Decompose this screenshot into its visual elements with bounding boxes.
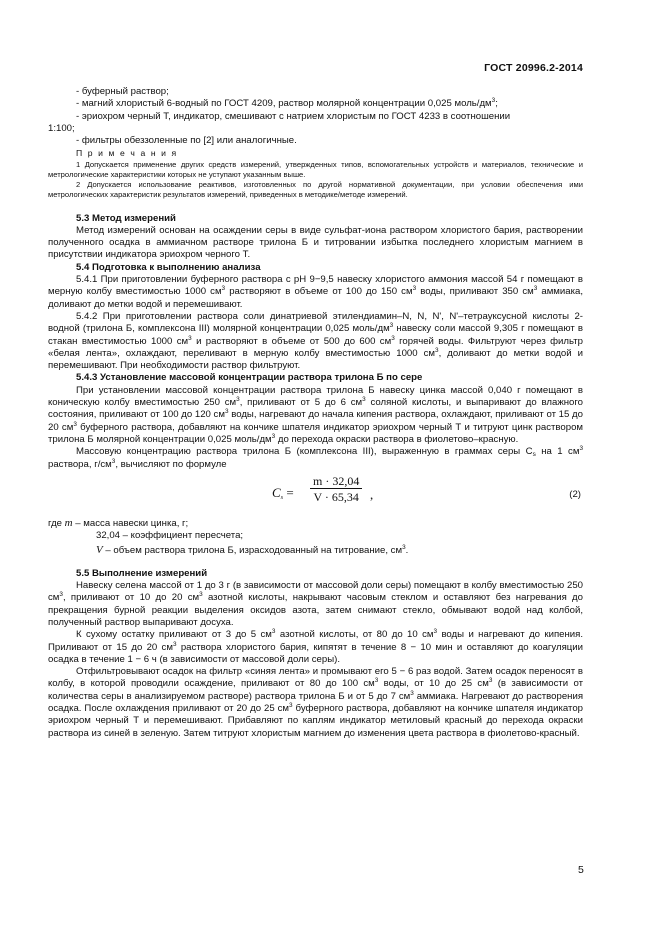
section-5-5-title: 5.5 Выполнение измерений — [76, 567, 208, 579]
formula-number: (2) — [569, 488, 581, 500]
list-item-eriochrome-ratio: 1:100; — [48, 122, 75, 134]
paragraph-5-5-2: К сухому остатку приливают от 3 до 5 $см^3$ азотной кислоты, от 80 до 10 $см^3$ воды и нагревают до кипения. Приливают от 15 до 20 $см^3$ раствора хлористого бария, кипятят в течение 8 − 10 мин и оставляют до коагуляции осадка в течение 1 − 6 ч (в зависимости от массовой доли серы). — [48, 628, 583, 665]
paragraph-5-5-1: Навеску селена массой от 1 до 3 г (в зависимости от массовой доли серы) помещают в колбу вместимостью 250 $см^3$, приливают от 10 до 20 $см^3$ азотной кислоты, накрывают часовым стеклом и оставляют без нагревания до прекращения бурной реакции выделения оксидов азота, затем снимают стекло, обмывают водой над колбой, полученный раствор выпаривают досуха. — [48, 580, 583, 628]
paragraph-5-5-3: Отфильтровывают осадок на фильтр «синяя лента» и промывают его 5 − 6 раз водой. Затем осадок переносят в колбу, в которой проводили осаждение, приливают от 80 до 100 $см^3$ воды, от 10 до 25 $см^3$ (в зависимости от количества серы в анализируемом растворе) раствора трилона Б и от 5 до 7 $см^3$ аммиака. Нагревают до растворения осадка. После охлаждения приливают от 20 до 25 $см^3$ буферного раствора, добавляют на кончике шпателя индикатор эриохром черный Т и перемешивают. Прибавляют по каплям индикатор метиловый красный до перехода окраски раствора из синей в зеленую. Затем титруют хлористым магнием до изменения цвета раствора в фиолетово-красный. — [48, 666, 584, 739]
formula-comma: , — [370, 486, 374, 502]
formula-lhs: $C_s$ = — [272, 484, 294, 501]
page-number: 5 — [578, 864, 584, 876]
formula-numerator: m · 32,04 — [310, 475, 362, 489]
note-1: 1 Допускается применение других средств измерений, утвержденных типов, вспомогательных устройств и материалов, технические и метрологические характеристики которых не уступают указанным выше. — [48, 159, 583, 179]
section-5-3-text: Метод измерений основан на осаждении серы в виде сульфат-иона раствором хлористого бария, растворении полученного осадка в аммиачном растворе трилона Б и титровании избытка последнего хлористым магнием в присутствии индикатора эриохром черного Т. — [48, 224, 583, 261]
paragraph-5-4-2: 5.4.2 При приготовлении раствора соли динатриевой этилендиамин–N, N, N', N'–тетрауксусной кислоты 2-водной (трилона Б, комплексона III) молярной концентрации 0,025 моль/$дм^3$ навеску соли массой 9,305 г помещают в стакан вместимостью 1000 $см^3$ и растворяют в объеме от 500 до 600 $см^3$ горячей воды. Фильтруют через фильтр «белая лента», охлаждают, переливают в мерную колбу вместимостью 1000 $см^3$, доливают до метки водой и перемешивают. При необходимости раствор фильтруют. — [48, 310, 584, 372]
list-item-filters: - фильтры обеззоленные по [2] или аналогичные. — [76, 135, 297, 147]
paragraph-5-4-3-2: Массовую концентрацию раствора трилона Б (комплексона III), выраженную в граммах серы $С_s$ на 1 $см^3$ раствора, $г/см^3$, вычисляют по формуле — [48, 445, 583, 470]
section-5-4-3-title: 5.4.3 Установление массовой концентрации раствора трилона Б по сере — [76, 372, 423, 384]
legend-m: где m – масса навески цинка, г; — [48, 516, 189, 529]
section-5-4-title: 5.4 Подготовка к выполнению анализа — [76, 261, 261, 273]
list-item-buffer: - буферный раствор; — [76, 86, 169, 97]
notes-heading: П р и м е ч а н и я — [76, 148, 178, 159]
standard-number: ГОСТ 20996.2-2014 — [484, 62, 583, 74]
section-5-3-title: 5.3 Метод измерений — [76, 212, 176, 224]
page-content — [48, 86, 583, 740]
legend-v: V – объем раствора трилона Б, израсходованный на титрование, $см^3$. — [96, 544, 409, 557]
formula-denominator: V · 65,34 — [313, 490, 359, 505]
list-item-eriochrome: - эриохром черный Т, индикатор, смешивают с натрием хлористым по ГОСТ 4233 в соотношении — [76, 110, 511, 122]
note-2: 2 Допускается использование реактивов, изготовленных по другой нормативной документации, при условии обеспечения ими метрологических характеристик результатов измерений, приведенных в методике/методе измерений. — [48, 180, 583, 200]
list-item-magnesium: - магний хлористый 6-водный по ГОСТ 4209, раствор молярной концентрации 0,025 моль/$дм^3$; — [76, 97, 498, 110]
legend-coefficient: 32,04 – коэффициент пересчета; — [96, 530, 244, 542]
paragraph-5-4-1: 5.4.1 При приготовлении буферного раствора с рН 9−9,5 навеску хлористого аммония массой 54 г помещают в мерную колбу вместимостью 1000 $см^3$ растворяют в объеме от 100 до 150 $см^3$ воды, приливают 350 $см^3$ аммиака, доливают до метки водой и перемешивают. — [48, 274, 584, 310]
formula-2 — [48, 475, 583, 515]
formula-fraction — [310, 475, 362, 504]
paragraph-5-4-3-1: При установлении массовой концентрации раствора трилона Б навеску цинка массой 0,040 г помещают в коническую колбу вместимостью 250 $см^3$, приливают от 5 до 6 $см^3$ соляной кислоты, и выпаривают до влажного состояния, приливают от 100 до 120 $см^3$ воды, нагревают до начала кипения раствора, охлаждают, приливают от 15 до 20 $см^3$ буферного раствора, добавляют на кончике шпателя индикатор эриохром черный Т и титруют цинк раствором трилона Б молярной концентрации 0,025 моль/$дм^3$ до перехода окраски раствора в фиолетово–красную. — [48, 384, 583, 445]
